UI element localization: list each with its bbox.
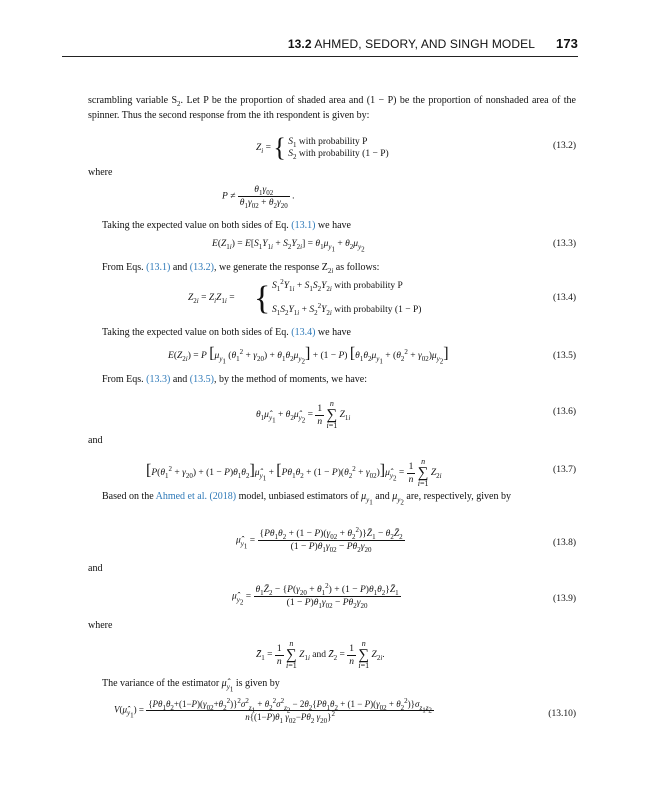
- equation-number: (13.5): [553, 351, 576, 361]
- from-eqs-2: From Eqs. (13.3) and (13.5), by the method of moments, we have:: [102, 374, 367, 385]
- equation-number: (13.4): [553, 293, 576, 303]
- page-number: 173: [556, 36, 578, 51]
- running-header: [62, 36, 578, 51]
- based-on-paragraph: Based on the Ahmed et al. (2018) model, unbiased estimators of $\mu_{y_1}$ and $\mu_{y_2}$ are, respectively, given by: [102, 491, 511, 507]
- eq-ref-13-1[interactable]: (13.1): [291, 220, 316, 231]
- equation-13-2: $Z_i$ = { $S_1$ with probability P $S_2$ with probability (1 − P) (13.2): [256, 133, 576, 162]
- equation-13-6: $\theta_1\mû_{y_1}$ + $\theta_2\mû_{y_2}$ = $\frac{1}{n}$ n ∑ i=1 $Z_{1i}$ (13.6): [256, 399, 576, 430]
- variance-paragraph: The variance of the estimator $\mû_{y_1}$ is given by: [102, 678, 280, 694]
- eq-ref-13-4[interactable]: (13.4): [291, 327, 316, 338]
- equation-number: (13.8): [553, 538, 576, 548]
- equation-number: (13.2): [553, 141, 576, 151]
- equation-13-4: $Z_{2i} = Z_iZ_{1i}$ = { $S_1^2Y_{1i} + S_1S_2Y_{2i}$ with probability P $S_1S_2Y_{1i} + S_2^2Y_{2i}$ with probabilty (1 − P) (13.4): [188, 277, 576, 317]
- equation-13-7: [$P(\theta_1^2 + \gamma_{20}) + (1$ − $P)\theta_1\theta_2]\mû_{y_1} + [P\theta_1\theta_2 + (1 - P)(\theta_2^2$ + $\gamma_{02})]\mû_{y_2}$ = $\frac{1}{n}$ n ∑ i=1 $Z_{2i}$ (13.7): [146, 457, 576, 488]
- equation-p-condition: P ≠ $\frac{\theta_1\gamma_{02}}{\theta_1\gamma_{02} + \theta_2\gamma_{20}}$ .: [222, 185, 295, 210]
- from-eqs-1: From Eqs. (13.1) and (13.2), we generate the response $Z_{2i}$ as follows:: [102, 262, 380, 275]
- intro-paragraph: scrambling variable $S_2$. Let P be the proportion of shaded area and (1 − P) be the proportion of nonshaded area of the spinner. Thus the second response from the ith respondent is given by:: [88, 95, 576, 121]
- equation-number: (13.6): [553, 407, 576, 417]
- taking-expected-1: Taking the expected value on both sides of Eq. (13.1) we have: [102, 220, 351, 231]
- eq-ref-13-2[interactable]: (13.2): [189, 262, 214, 273]
- equation-number: (13.10): [548, 709, 576, 719]
- section-number: 13.2: [287, 37, 312, 51]
- and-label: and: [88, 435, 103, 446]
- and-label: and: [88, 563, 103, 574]
- header-rule: [62, 56, 578, 57]
- equation-number: (13.3): [553, 239, 576, 249]
- eq-ref-13-1[interactable]: (13.1): [146, 262, 171, 273]
- equation-13-3: $E(Z_{1i}) = E[S_1Y_{1i} + S_2Y_{2i}] = \theta_1\mu_{y_1} + \theta_2\mu_{y_2}$ (13.3): [212, 239, 576, 254]
- equation-13-8: $\mû_{y_1}$ = $\frac{\{P\theta_1\theta_2 + (1 - P)(\gamma_{02} + \theta_2^2)\}Z̄_1 - \theta_2Z̄_2}{(1 - P)\theta_1\gamma_{02} - P\theta_2\gamma_{20}}$ (13.8): [236, 525, 576, 554]
- equation-13-5: $E(Z_{2i}) = P$ [$\mu_{y_1}$ $(\theta_1^2 + \gamma_{20}) + \theta_1\theta_2\mu_{y_2}] + (1 - P) [\theta_1\theta_2\mu_{y_1} + (\theta_2^2 + \gamma_{02})\mu_{y_2}]$ (13.5): [168, 345, 576, 366]
- equation-13-9: $\mû_{y_2}$ = $\frac{\theta_1Z̄_2 - \{P(\gamma_{20} + \theta_1^2) + (1 - P)\theta_1\theta_2\}Z̄_1}{(1 - P)\theta_1\gamma_{02} - P\theta_2\gamma_{20}}$ (13.9): [232, 581, 576, 610]
- where-label: where: [88, 167, 113, 178]
- equation-zbar-definitions: $Z̄_1$ = $\frac{1}{n}$ n ∑ i=1 $Z_{1i}$ and $Z̄_2$ = $\frac{1}{n}$ n ∑ i=1 $Z_{2i}$.: [256, 639, 385, 670]
- where-label: where: [88, 620, 113, 631]
- eq-ref-13-5[interactable]: (13.5): [189, 374, 214, 385]
- equation-number: (13.9): [553, 594, 576, 604]
- equation-number: (13.7): [553, 465, 576, 475]
- eq-ref-13-3[interactable]: (13.3): [146, 374, 171, 385]
- taking-expected-2: Taking the expected value on both sides of Eq. (13.4) we have: [102, 327, 351, 338]
- section-title: AHMED, SEDORY, AND SINGH MODEL: [314, 37, 535, 51]
- equation-13-10: $V(\mû_{y_1})$ = $\{P\theta_1\theta_2+(1-P)(\gamma_{02}+\theta_2^2)\}^2\sigma^2_{z_1} + \theta_2^2\sigma^2_{z_2} - 2\theta_2\{P\theta_1\theta_2 + (1 - P)(\gamma_{02} + \theta_2^2)\}\sigma_{z_1z_2}$ $n\{(1-P)\theta_1$ $\gamma_{02}-P\theta_2$ $\gamma_{20}\}^2$ (13.10): [114, 697, 576, 725]
- citation-link[interactable]: Ahmed et al. (2018): [155, 491, 237, 502]
